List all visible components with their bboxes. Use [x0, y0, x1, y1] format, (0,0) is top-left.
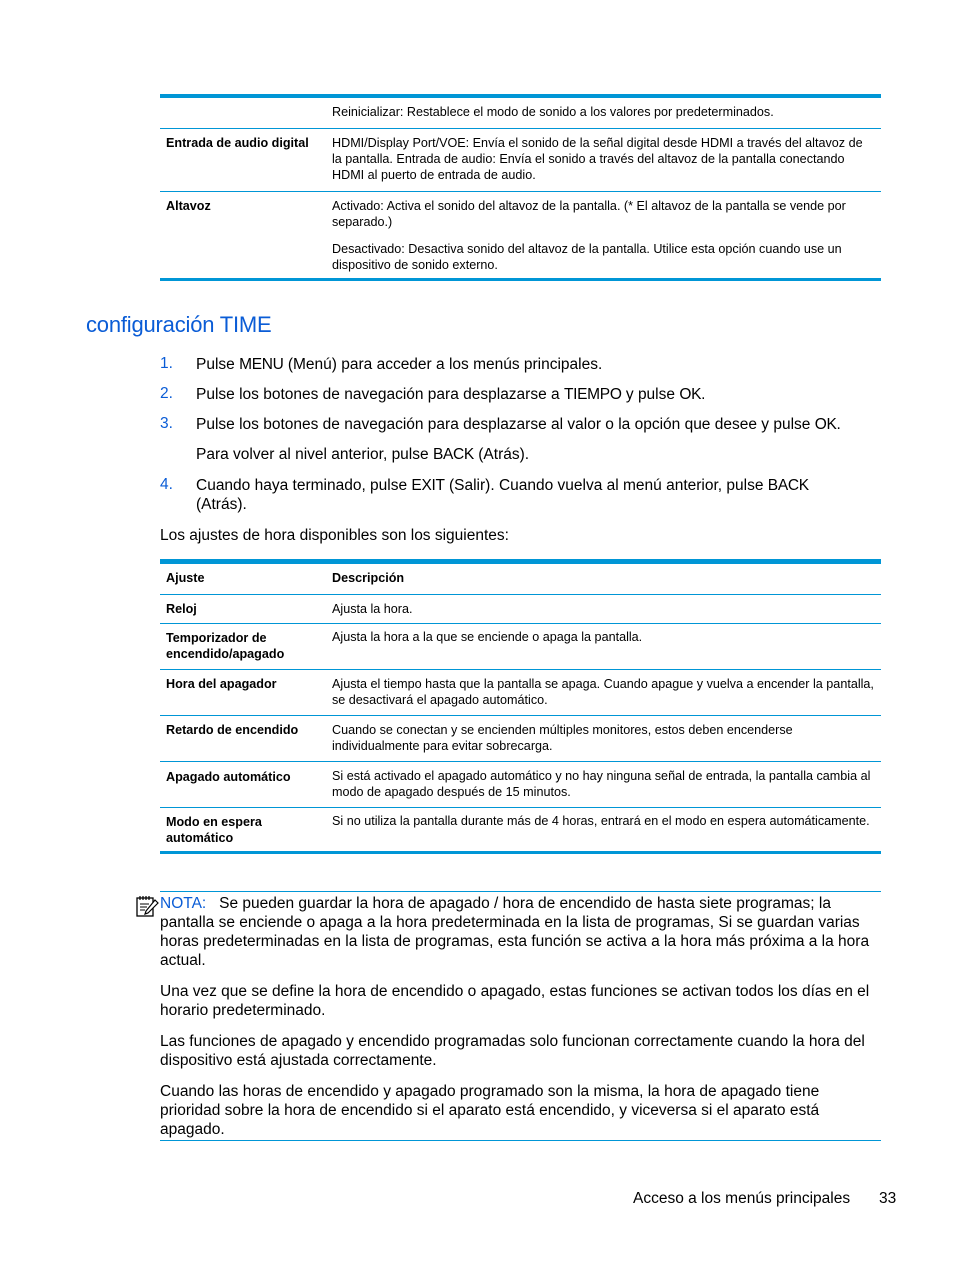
step-number: 1. — [160, 355, 173, 372]
setting-cell: Altavoz — [166, 199, 211, 213]
setting-cell: Temporizador de encendido/apagado — [160, 623, 332, 669]
description-cell: Si no utiliza la pantalla durante más de 4 horas, entrará en el modo en espera automáticamente. — [332, 813, 870, 828]
step-text-part: (Atrás). — [196, 496, 247, 513]
description-cell: Ajusta la hora. — [332, 594, 881, 623]
note-top-rule — [160, 891, 881, 892]
step-text-part: (Menú) para acceder a los menús principales. — [283, 356, 603, 373]
step-text-part: . — [836, 416, 841, 433]
setting-cell: Modo en espera automático — [166, 814, 262, 845]
description-cell — [332, 192, 881, 283]
note-text — [160, 894, 882, 970]
back-key: BACK — [767, 477, 809, 494]
table-row — [160, 761, 881, 807]
step-text-part: Cuando haya terminado, pulse — [196, 477, 412, 494]
note-paragraph: Las funciones de apagado y encendido programadas solo funcionan correctamente cuando la hora del dispositivo está ajustada correctamente. — [160, 1033, 865, 1069]
table-bottom-rule — [160, 851, 881, 854]
table-row — [160, 129, 881, 192]
note-paragraph: Cuando las horas de encendido y apagado programado son la misma, la hora de apagado tiene prioridad sobre la hora de encendido si el aparato está encendido, y viceversa si el aparato está apagado. — [160, 1083, 820, 1138]
menu-key: MENU — [239, 356, 284, 373]
description-text: Reinicializar: Restablece el modo de sonido a los valores por predeterminados. — [332, 105, 774, 119]
step-text-part: (Atrás). — [473, 446, 530, 463]
setting-cell: Entrada de audio digital — [160, 129, 332, 192]
step-number: 2. — [160, 385, 173, 402]
intro-text: Los ajustes de hora disponibles son los siguientes: — [160, 527, 509, 544]
note-paragraph: Una vez que se define la hora de encendido o apagado, estas funciones se activan todos los días en el horario predeterminado. — [160, 983, 870, 1019]
description-text: Desactivado: Desactiva sonido del altavoz de la pantalla. Utilice esta opción cuando use un dispositivo de sonido externo. — [332, 242, 842, 272]
header-setting: Ajuste — [160, 564, 332, 594]
setting-cell: Retardo de encendido — [160, 715, 332, 761]
note-pad-icon — [135, 894, 159, 918]
ok-key: OK — [679, 386, 702, 403]
step-text-part: Pulse — [196, 356, 240, 373]
setting-cell: Apagado automático — [160, 761, 332, 807]
step-number: 4. — [160, 476, 173, 493]
exit-key: EXIT — [411, 477, 445, 494]
table-row — [160, 669, 881, 715]
table-row — [160, 192, 881, 283]
step-text — [196, 355, 886, 374]
table-row — [160, 98, 881, 129]
ok-key: OK — [814, 416, 837, 433]
step-text-part: Para volver al nivel anterior, pulse — [196, 446, 433, 463]
setting-cell — [160, 98, 332, 129]
table-row — [160, 623, 881, 669]
step-subtext — [196, 445, 886, 464]
page-number: 33 — [879, 1190, 897, 1207]
description-cell: Si está activado el apagado automático y no hay ninguna señal de entrada, la pantalla cambia al modo de apagado después de 15 minutos. — [332, 761, 881, 807]
step-text-part: y pulse — [621, 386, 680, 403]
step-text-part: . — [701, 386, 706, 403]
description-text: HDMI/Display Port/VOE: Envía el sonido de la señal digital desde HDMI a través del altavoz de la pantalla. Entrada de audio: Envía el sonido a través del altavoz de la pantalla conectando HDMI al puerto de entrada de audio. — [332, 136, 863, 182]
footer-section-title: Acceso a los menús principales — [633, 1190, 851, 1207]
note-body: Se pueden guardar la hora de apagado / hora de encendido de hasta siete programas; la pantalla se enciende o apaga a la hora predeterminada en la lista de programas, Si se guardan varias horas predeterminadas en la lista de programas, esta función se activa a la hora más próxima a la hora actual. — [160, 895, 870, 969]
header-description: Descripción — [332, 564, 881, 594]
description-cell: Ajusta el tiempo hasta que la pantalla se apaga. Cuando apague y vuelva a encender la pantalla, se desactivará el apagado automático. — [332, 669, 881, 715]
step-text — [196, 476, 856, 514]
step-text-part: Pulse los botones de navegación para desplazarse a — [196, 386, 564, 403]
description-cell: Cuando se conectan y se encienden múltiples monitores, estos deben encenderse individualmente para evitar sobrecarga. — [332, 715, 881, 761]
table-bottom-rule — [160, 278, 881, 281]
step-text — [196, 415, 886, 434]
note-label: NOTA: — [160, 895, 207, 912]
note-bottom-rule — [160, 1140, 881, 1141]
section-title: configuración TIME — [86, 312, 272, 337]
tiempo-key: TIEMPO — [563, 386, 622, 403]
description-cell — [332, 129, 881, 192]
description-cell: Ajusta la hora a la que se enciende o apaga la pantalla. — [332, 623, 881, 669]
table-row — [160, 715, 881, 761]
back-key: BACK — [432, 446, 474, 463]
table-row — [160, 807, 881, 854]
step-text-part: (Salir). Cuando vuelva al menú anterior, pulse — [444, 477, 768, 494]
setting-cell: Reloj — [160, 594, 332, 623]
step-number: 3. — [160, 415, 173, 432]
description-text: Activado: Activa el sonido del altavoz de la pantalla. (* El altavoz de la pantalla se vende por separado.) — [332, 199, 846, 229]
table-header-row — [160, 564, 881, 594]
description-cell — [332, 98, 881, 129]
table-row — [160, 594, 881, 623]
step-text-part: Pulse los botones de navegación para desplazarse al valor o la opción que desee y pulse — [196, 416, 815, 433]
audio-settings-table — [160, 98, 881, 282]
step-text — [196, 385, 886, 404]
time-settings-table — [160, 564, 881, 854]
setting-cell: Hora del apagador — [160, 669, 332, 715]
